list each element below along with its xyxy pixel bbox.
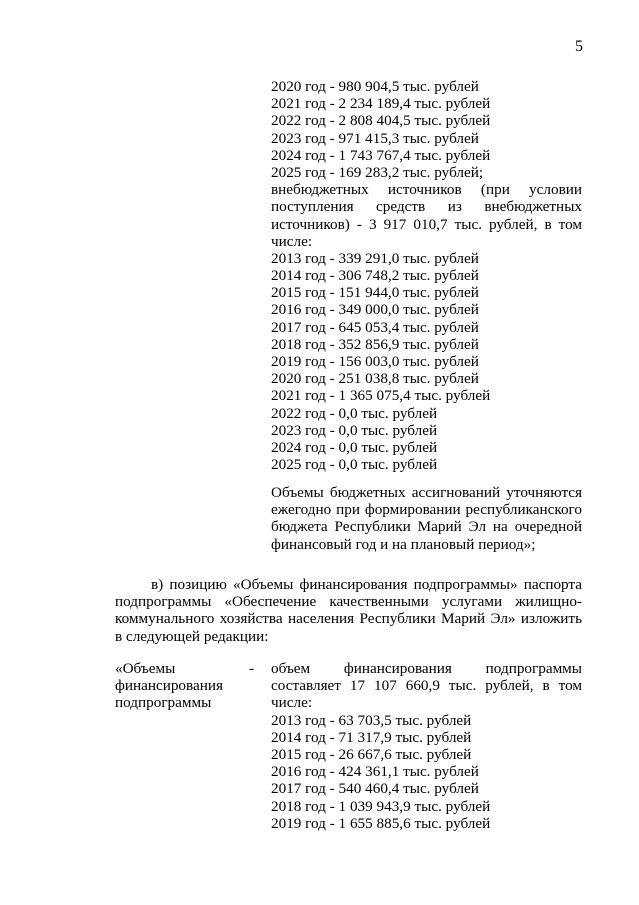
note-line: ежегодно при формировании республиканского: [271, 501, 582, 519]
year-line: 2021 год - 2 234 189,4 тыс. рублей: [271, 95, 491, 113]
extrabudget-line: числе:: [271, 232, 313, 250]
year-line: 2016 год - 424 361,1 тыс. рублей: [271, 763, 479, 781]
year-line: 2015 год - 151 944,0 тыс. рублей: [271, 284, 479, 302]
year-line: 2025 год - 0,0 тыс. рублей: [271, 456, 438, 474]
year-line: 2020 год - 251 038,8 тыс. рублей: [271, 370, 479, 388]
value-line: числе:: [271, 694, 313, 712]
paragraph-line: в следующей редакции:: [115, 627, 269, 645]
year-line: 2025 год - 169 283,2 тыс. рублей;: [271, 163, 484, 181]
year-line: 2013 год - 63 703,5 тыс. рублей: [271, 711, 472, 729]
year-line: 2018 год - 1 039 943,9 тыс. рублей: [271, 797, 491, 815]
paragraph-v: [115, 576, 582, 645]
budget-note: [271, 484, 582, 553]
note-line: бюджета Республики Марий Эл на очередной: [271, 518, 582, 536]
page-number: 5: [575, 38, 583, 55]
funding-by-year-block: [271, 78, 582, 473]
year-line: 2015 год - 26 667,6 тыс. рублей: [271, 745, 472, 763]
year-line: 2022 год - 2 808 404,5 тыс. рублей: [271, 112, 491, 130]
year-line: 2024 год - 1 743 767,4 тыс. рублей: [271, 146, 491, 164]
year-line: 2022 год - 0,0 тыс. рублей: [271, 404, 438, 422]
year-line: 2019 год - 1 655 885,6 тыс. рублей: [271, 814, 491, 832]
paragraph-line: в) позицию «Объемы финансирования подпрограммы» паспорта: [151, 576, 582, 593]
year-line: 2019 год - 156 003,0 тыс. рублей: [271, 353, 479, 370]
paragraph-line: коммунального хозяйства населения Республики Марий Эл» изложить: [115, 610, 582, 628]
year-line: 2013 год - 339 291,0 тыс. рублей: [271, 249, 479, 267]
table-label: [115, 660, 261, 712]
year-line: 2021 год - 1 365 075,4 тыс. рублей: [271, 387, 491, 405]
label-line: финансирования: [115, 677, 223, 695]
year-line: 2014 год - 306 748,2 тыс. рублей: [271, 267, 479, 285]
year-line: 2023 год - 971 415,3 тыс. рублей: [271, 129, 479, 147]
extrabudget-line: источников) - 3 917 010,7 тыс. рублей, в том: [271, 215, 582, 233]
paragraph-line: подпрограммы «Обеспечение качественными услугами жилищно-: [115, 593, 582, 611]
table-value: [271, 660, 582, 832]
year-line: 2014 год - 71 317,9 тыс. рублей: [271, 728, 472, 746]
extrabudget-line: поступления средств из внебюджетных: [271, 198, 582, 216]
year-line: 2023 год - 0,0 тыс. рублей: [271, 421, 438, 439]
year-line: 2024 год - 0,0 тыс. рублей: [271, 438, 438, 456]
year-line: 2017 год - 645 053,4 тыс. рублей: [271, 318, 479, 336]
note-line: финансовый год и на плановый период»;: [271, 535, 536, 553]
year-line: 2016 год - 349 000,0 тыс. рублей: [271, 301, 479, 319]
extrabudget-line: внебюджетных источников (при условии: [271, 181, 582, 199]
year-line: 2020 год - 980 904,5 тыс. рублей: [271, 78, 479, 95]
year-line: 2018 год - 352 856,9 тыс. рублей: [271, 335, 479, 353]
value-line: составляет 17 107 660,9 тыс. рублей, в том: [271, 677, 582, 695]
value-line: объем финансирования подпрограммы: [271, 660, 582, 677]
year-line: 2017 год - 540 460,4 тыс. рублей: [271, 780, 479, 798]
label-line: подпрограммы: [115, 694, 212, 712]
label-dash: -: [249, 660, 255, 677]
note-line: Объемы бюджетных ассигнований уточняются: [271, 484, 582, 501]
label-line: «Объемы: [115, 660, 176, 677]
